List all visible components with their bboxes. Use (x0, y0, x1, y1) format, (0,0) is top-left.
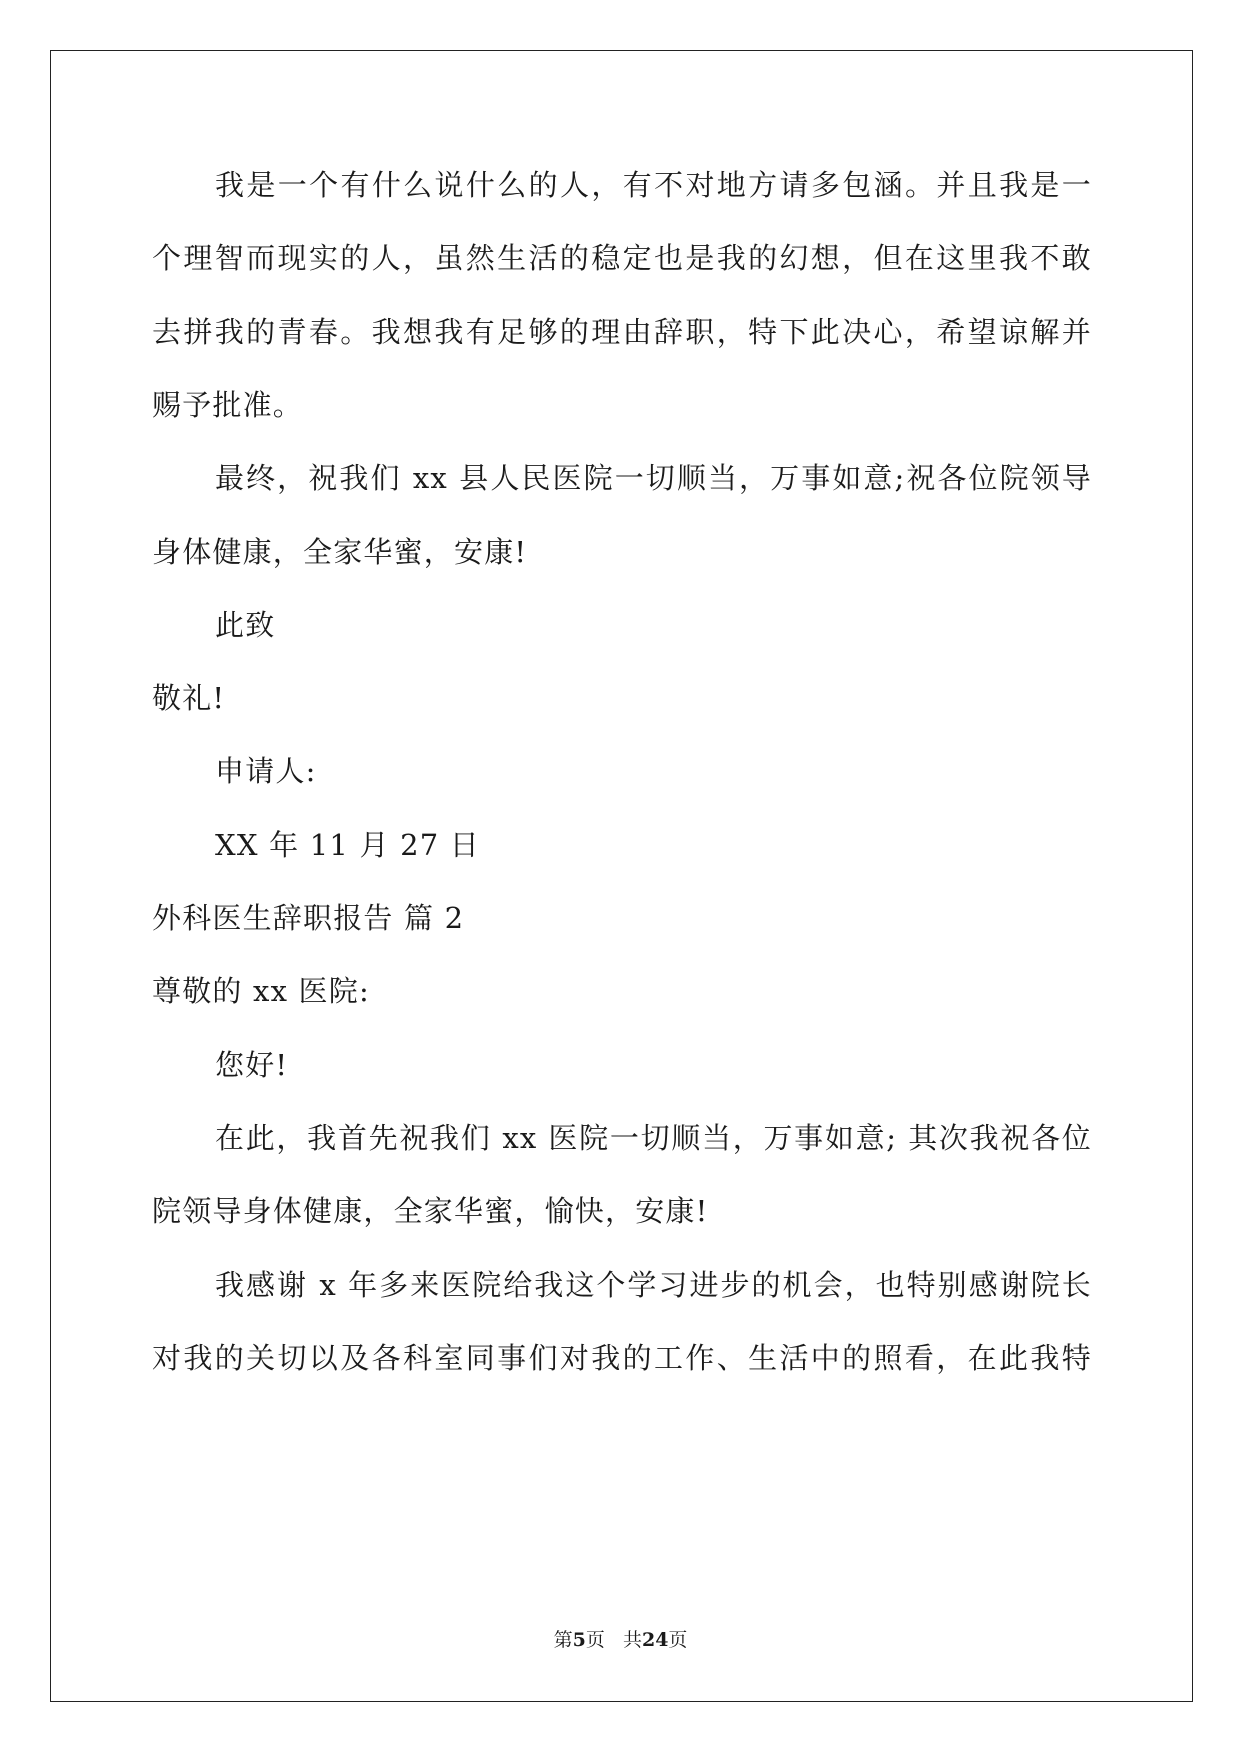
page-footer (0, 1628, 1241, 1652)
text-line: 在此，我首先祝我们 xx 医院一切顺当，万事如意; 其次我祝各位 (215, 1120, 1092, 1155)
greeting-line: 您好! (215, 1047, 289, 1082)
text-line: 最终，祝我们 xx 县人民医院一切顺当，万事如意;祝各位院领导 (215, 461, 1092, 496)
text-line: 我感谢 x 年多来医院给我这个学习进步的机会，也特别感谢院长 (215, 1267, 1092, 1302)
salutation-line: 此致 (215, 607, 276, 642)
addressee-line: 尊敬的 xx 医院: (152, 974, 370, 1009)
text-line: 对我的关切以及各科室同事们对我的工作、生活中的照看，在此我特 (152, 1340, 1092, 1375)
text-line: 身体健康，全家华蜜，安康! (152, 534, 528, 569)
text-line: 我是一个有什么说什么的人，有不对地方请多包涵。并且我是一 (215, 168, 1092, 202)
page-border (50, 50, 1193, 1702)
signature-line: 申请人: (215, 754, 317, 789)
text-line: 院领导身体健康，全家华蜜，愉快，安康! (152, 1194, 709, 1229)
date-line: XX 年 11 月 27 日 (215, 827, 480, 862)
footer-total-suffix: 页 (668, 1629, 688, 1651)
footer-page-suffix: 页 (585, 1629, 605, 1651)
text-line: 去拼我的青春。我想我有足够的理由辞职，特下此决心，希望谅解并 (152, 314, 1092, 349)
current-page-number: 5 (572, 1629, 586, 1651)
text-line: 赐予批准。 (152, 387, 304, 422)
section-heading: 外科医生辞职报告 篇 2 (152, 901, 465, 935)
footer-total-prefix: 共 (622, 1629, 642, 1651)
salutation-line: 敬礼! (152, 681, 226, 716)
text-line: 个理智而现实的人，虽然生活的稳定也是我的幻想，但在这里我不敢 (152, 241, 1092, 276)
footer-prefix: 第 (553, 1629, 573, 1651)
total-page-count: 24 (641, 1629, 669, 1651)
